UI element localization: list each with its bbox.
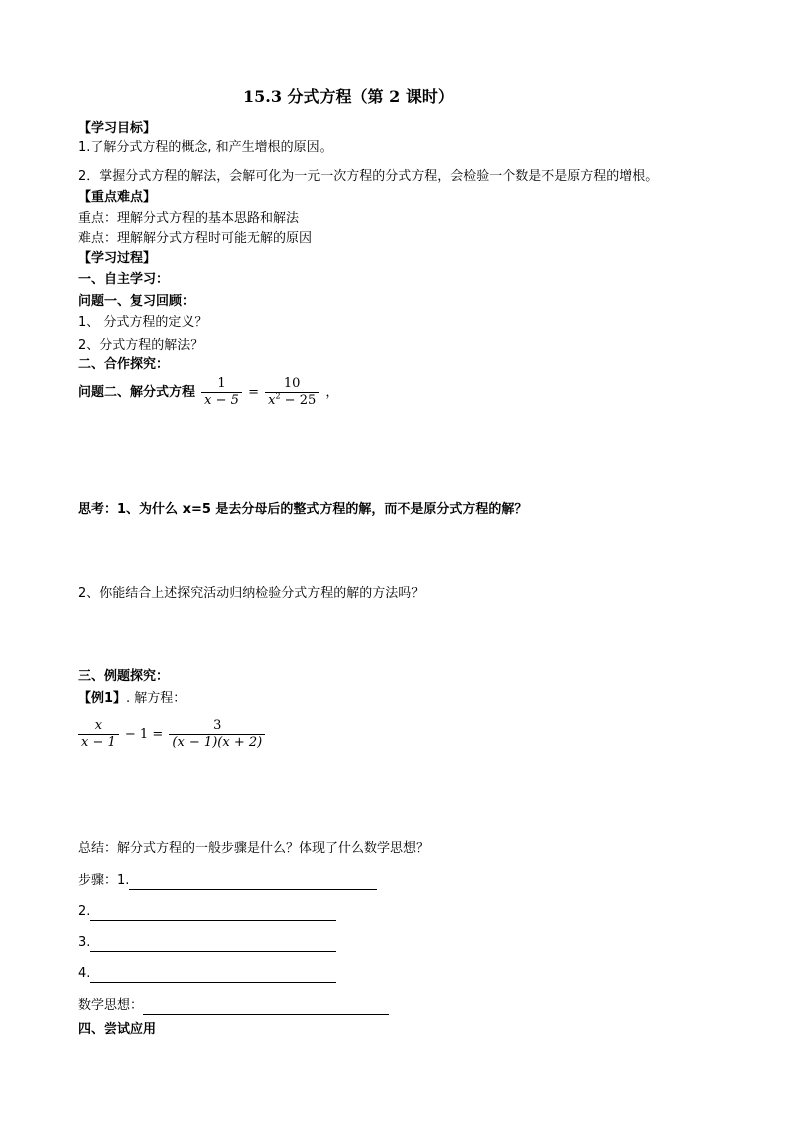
fraction-left [201, 376, 242, 409]
steps-label: 步骤：1. [78, 873, 130, 888]
step-2-blank[interactable] [90, 906, 336, 921]
problem-2 [78, 376, 338, 410]
step-3-label: 3. [78, 935, 91, 950]
problem-2-label: 问题二、解分式方程 [78, 385, 196, 400]
step-3-blank[interactable] [90, 937, 336, 952]
equation-suffix: ， [325, 385, 339, 400]
example-label: 【例1】 [78, 691, 127, 706]
fraction-numerator: 3 [213, 718, 222, 733]
think-question-1 [78, 501, 527, 519]
variable-x: x [268, 393, 276, 408]
process-heading: 【学习过程】 [78, 251, 157, 266]
step-4-label: 4. [78, 966, 91, 981]
step-3-row [78, 934, 336, 952]
summary-text: 总结：解分式方程的一般步骤是什么？体现了什么数学思想？ [78, 841, 430, 856]
math-thought-row [78, 997, 389, 1015]
fraction-right [169, 718, 265, 751]
fraction-right [265, 376, 319, 409]
fraction-denominator: (x − 1)(x + 2) [169, 734, 265, 751]
fraction-left [78, 718, 119, 751]
equation-middle: − 1 = [124, 727, 164, 742]
equals-sign: = [248, 385, 259, 400]
fraction-numerator: 1 [217, 376, 226, 391]
problem-1-heading: 问题一、复习回顾： [78, 294, 196, 309]
section-examples: 三、例题探究： [78, 669, 170, 684]
example-text: . 解方程： [126, 691, 187, 706]
fraction-numerator: 10 [283, 376, 301, 391]
step-4-blank[interactable] [90, 968, 336, 983]
example-1 [78, 690, 186, 708]
math-thought-label: 数学思想： [78, 998, 144, 1013]
fraction-denominator: x − 1 [78, 734, 119, 751]
question-2: 2、分式方程的解法？ [78, 338, 204, 353]
section-cooperative: 二、合作探究： [78, 357, 170, 372]
denominator-rest: − 25 [280, 393, 317, 408]
fraction-denominator [265, 392, 319, 409]
page-title: 15.3 分式方程（第 2 课时） [243, 87, 454, 106]
think-question-1-text: 思考：1、为什么 x=5 是去分母后的整式方程的解，而不是原分式方程的解？ [78, 502, 528, 517]
objective-1: 1.了解分式方程的概念, 和产生增根的原因。 [78, 140, 333, 155]
math-thought-blank[interactable] [143, 1000, 389, 1015]
fraction-denominator: x − 5 [201, 392, 242, 409]
focus-text: 重点：理解分式方程的基本思路和解法 [78, 211, 300, 226]
difficulty-text: 难点：理解解分式方程时可能无解的原因 [78, 231, 313, 246]
key-points-heading: 【重点难点】 [78, 190, 157, 205]
section-self-study: 一、自主学习： [78, 272, 170, 287]
step-2-label: 2. [78, 904, 91, 919]
think-question-2: 2、你能结合上述探究活动归纳检验分式方程的解的方法吗？ [78, 586, 425, 601]
step-1-blank[interactable] [129, 875, 377, 890]
example-equation [76, 718, 267, 752]
fraction-numerator: x [94, 718, 103, 733]
step-2-row [78, 903, 336, 921]
step-1-row [78, 872, 377, 890]
question-1: 1、 分式方程的定义？ [78, 315, 208, 330]
objective-2: 2．掌握分式方程的解法，会解可化为一元一次方程的分式方程，会检验一个数是不是原方程的增根。 [78, 169, 659, 184]
objectives-heading: 【学习目标】 [78, 121, 157, 136]
step-4-row [78, 965, 336, 983]
exponent: 2 [275, 391, 281, 401]
section-application: 四、尝试应用 [78, 1022, 157, 1037]
